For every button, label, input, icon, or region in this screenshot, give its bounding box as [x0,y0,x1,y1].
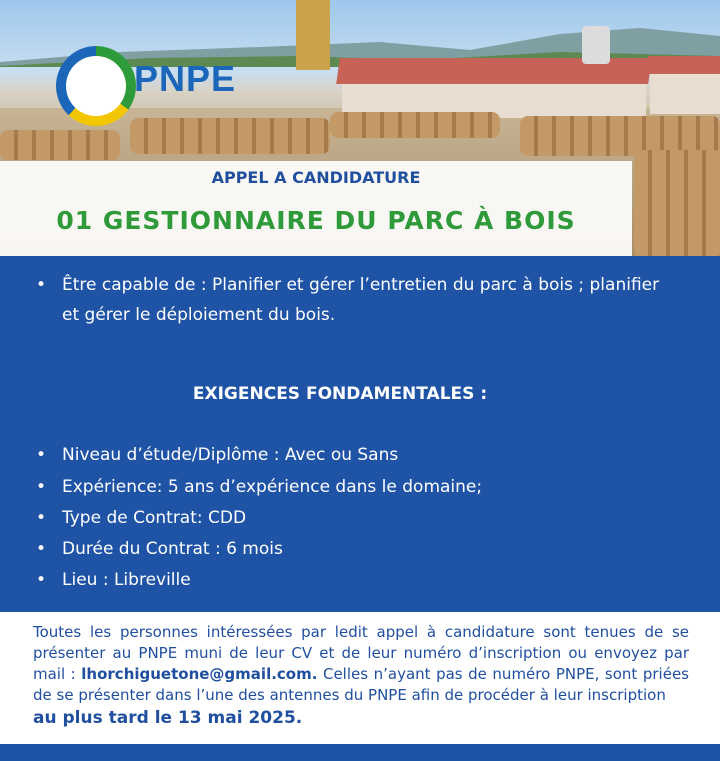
instructions-text: Toutes les personnes intéressées par ledit appel à candidature sont tenues de se présenter au PNPE muni de leur CV et de leur numéro d’inscription ou envoyez par mail : [33,623,689,683]
shed-roof-right [648,56,720,74]
requirement-text: Type de Contrat: CDD [62,508,247,528]
bullet-icon: • [36,275,47,295]
mission-line-2: et gérer le déploiement du bois. [62,305,336,325]
requirement-text: Lieu : Libreville [62,570,191,590]
requirement-text: Niveau d’étude/Diplôme : Avec ou Sans [62,445,399,465]
requirement-text: Expérience: 5 ans d’expérience dans le domaine; [62,477,483,497]
page-title: 01 GESTIONNAIRE DU PARC À BOIS [56,206,576,235]
mission-item [36,270,686,330]
log-pile [0,130,120,160]
mission-line-1: Être capable de : Planifier et gérer l’entretien du parc à bois ; planifier [62,275,660,295]
bullet-icon: • [36,539,47,559]
contact-email[interactable]: lhorchiguetone@gmail.com. [81,665,318,683]
application-instructions [33,622,689,706]
requirement-text: Durée du Contrat : 6 mois [62,539,283,559]
silo [582,26,610,64]
log-pile [634,150,720,256]
requirements-heading: EXIGENCES FONDAMENTALES : [192,384,488,404]
page-subtitle: APPEL A CANDIDATURE [211,168,421,187]
logo-emblem [56,46,136,126]
crane-tower [296,0,330,70]
deadline: au plus tard le 13 mai 2025. [33,708,303,728]
log-pile [330,112,500,138]
bullet-icon: • [36,570,47,590]
bottom-strip [0,744,720,761]
bullet-icon: • [36,445,47,465]
bullet-icon: • [36,477,47,497]
instructions-text-continued: Celles n’ayant pas de numéro PNPE, sont priées de se présenter dans l’une des antennes du PNPE afin de procéder à leur inscription [33,665,689,704]
logo-text: PNPE [134,58,237,99]
shed-wall-right [650,74,720,114]
pnpe-logo [56,46,256,128]
bullet-icon: • [36,508,47,528]
details-panel [0,256,720,612]
